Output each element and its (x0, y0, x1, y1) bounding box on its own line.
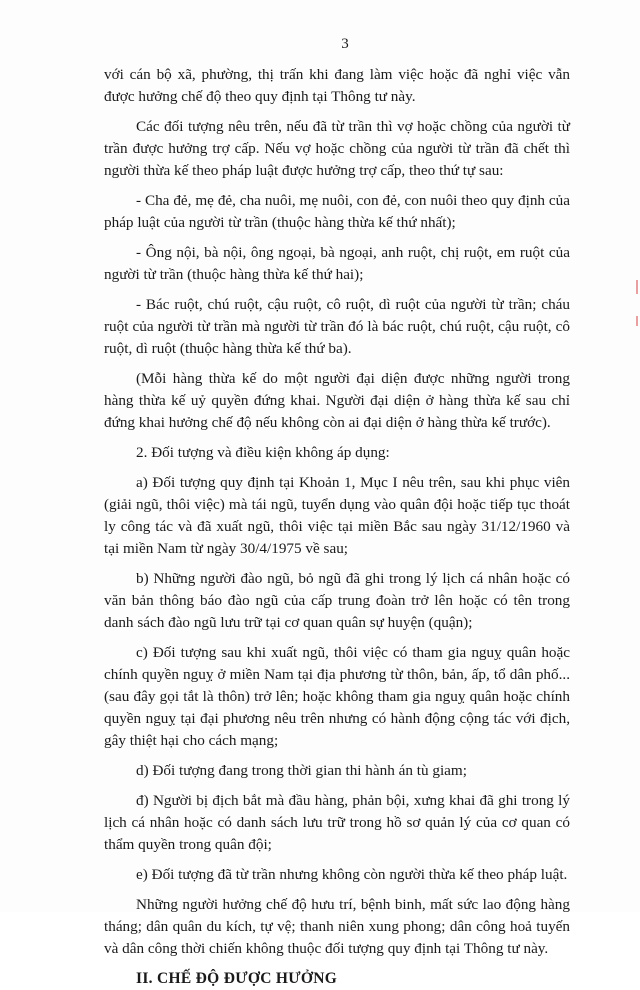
scan-edge-mark (636, 316, 638, 326)
paragraph-exclusions: Những người hưởng chế độ hưu trí, bệnh binh, mất sức lao động hàng tháng; dân quân du kích, tự vệ; thanh niên xung phong; dân công hoả tuyến và dân công thời chiến không thuộc đối tượng quy định tại Thông tư này. (104, 896, 570, 957)
page-number: 3 (341, 36, 349, 52)
paragraph-item-b: b) Những người đào ngũ, bỏ ngũ đã ghi trong lý lịch cá nhân hoặc có văn bản thông báo đào ngũ của cấp trung đoàn trở lên hoặc có tên trong danh sách đào ngũ lưu trữ tại cơ quan quân sự huyện (quận); (104, 570, 570, 631)
paragraph-item-d: d) Đối tượng đang trong thời gian thi hành án tù giam; (136, 762, 467, 779)
paragraph-heir-representative: (Mỗi hàng thừa kế do một người đại diện được những người trong hàng thừa kế uỷ quyền đứng khai. Người đại diện ở hàng thừa kế sau chỉ đứng khai hưởng chế độ nếu không còn ai đại diện ở hàng thừa kế trước). (104, 370, 570, 431)
paragraph-heir-rank-2: - Ông nội, bà nội, ông ngoại, bà ngoại, anh ruột, chị ruột, em ruột của người từ trần (thuộc hàng thừa kế thứ hai); (104, 244, 570, 283)
paragraph-continuation: với cán bộ xã, phường, thị trấn khi đang làm việc hoặc đã nghỉ việc vẫn được hưởng chế độ theo quy định tại Thông tư này. (104, 66, 570, 105)
paragraph-item-dd: đ) Người bị địch bắt mà đầu hàng, phản bội, xưng khai đã ghi trong lý lịch cá nhân hoặc có danh sách lưu trữ trong hồ sơ quản lý của cơ quan có thẩm quyền trong quân đội; (104, 792, 570, 853)
paragraph-item-e: e) Đối tượng đã từ trần nhưng không còn người thừa kế theo pháp luật. (136, 866, 568, 883)
paragraph-section-2-title: 2. Đối tượng và điều kiện không áp dụng: (136, 444, 390, 461)
paragraph-item-a: a) Đối tượng quy định tại Khoản 1, Mục I nêu trên, sau khi phục viên (giải ngũ, thôi việc) mà tái ngũ, tuyển dụng vào quân đội hoặc tiếp tục thoát ly công tác và đã xuất ngũ, thôi việc tại miền Bắc sau ngày 31/12/1960 và tại miền Nam từ ngày 30/4/1975 về sau; (104, 474, 570, 557)
paragraph-heir-rank-3: - Bác ruột, chú ruột, cậu ruột, cô ruột, dì ruột của người từ trần; cháu ruột của người từ trần mà người từ trần đó là bác ruột, chú ruột, cậu ruột, cô ruột, dì ruột (thuộc hàng thừa kế thứ ba). (104, 296, 570, 357)
section-heading: II. CHẾ ĐỘ ĐƯỢC HƯỞNG (136, 970, 338, 987)
scan-edge-mark (636, 280, 638, 294)
paragraph-item-c: c) Đối tượng sau khi xuất ngũ, thôi việc có tham gia nguỵ quân hoặc chính quyền nguỵ ở miền Nam tại địa phương từ thôn, bản, ấp, tổ dân phố... (sau đây gọi tắt là thôn) trở lên; hoặc không tham gia nguỵ quân hoặc chính quyền nguỵ tại đại phương nêu trên nhưng có hành động cộng tác với địch, gây thiệt hại cho cách mạng; (104, 644, 570, 749)
document-body (104, 64, 570, 990)
paragraph-inheritance-intro: Các đối tượng nêu trên, nếu đã từ trần thì vợ hoặc chồng của người từ trần được hưởng trợ cấp. Nếu vợ hoặc chồng của người từ trần đã chết thì người thừa kế theo pháp luật được hưởng trợ cấp, theo thứ tự sau: (104, 118, 570, 179)
paragraph-heir-rank-1: - Cha đẻ, mẹ đẻ, cha nuôi, mẹ nuôi, con đẻ, con nuôi theo quy định của pháp luật của người từ trần (thuộc hàng thừa kế thứ nhất); (104, 192, 570, 231)
